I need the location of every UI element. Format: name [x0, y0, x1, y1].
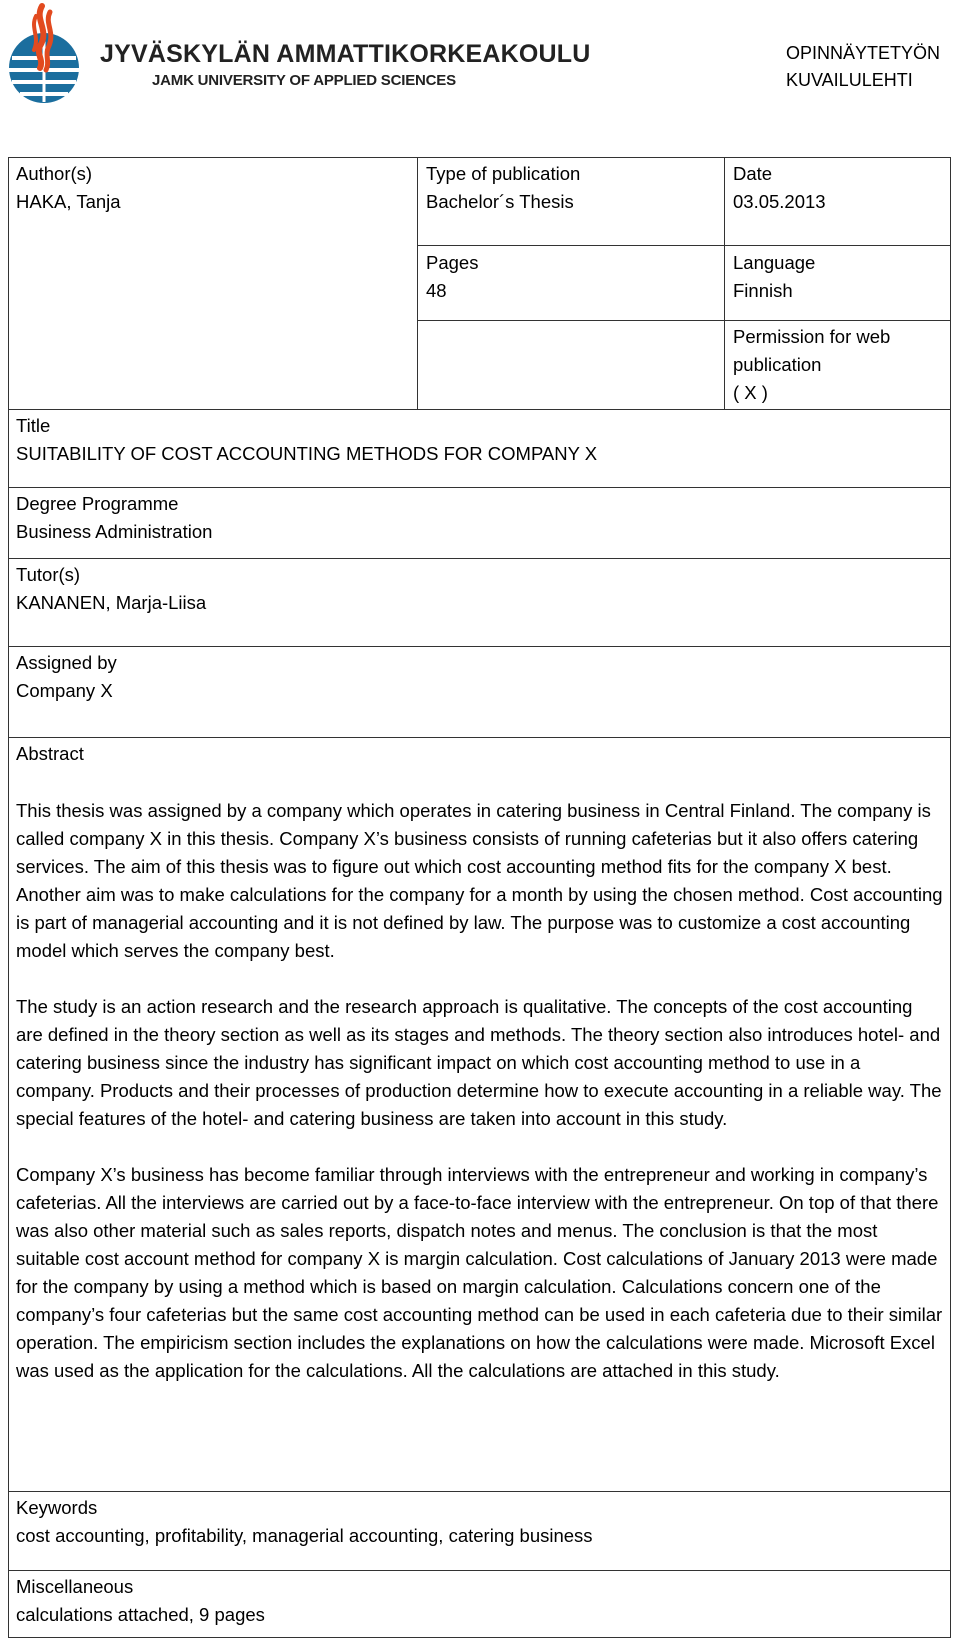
abstract-paragraph: The study is an action research and the research approach is qualitative. The concepts of the cost accounting are defined in the theory section as well as its stages and methods. The theory section also introduces hotel- and catering business since the industry has significant impact on which cost accounting method to use in a company. Products and their processes of production determine how to execute accounting in a reliable way. The special features of the hotel- and catering business are taken into account in this study. — [16, 996, 942, 1129]
permission-cell — [733, 323, 890, 407]
keywords-value: cost accounting, profitability, managerial accounting, catering business — [16, 1525, 593, 1546]
divider-tutor-top — [8, 558, 951, 559]
divider-misc-top — [8, 1570, 951, 1571]
title-label: Title — [16, 415, 51, 436]
divider-title-top — [8, 409, 951, 410]
page-header — [0, 0, 960, 150]
degree-value: Business Administration — [16, 521, 213, 542]
assigned-cell — [16, 649, 117, 705]
miscellaneous-label: Miscellaneous — [16, 1576, 134, 1597]
divider-col-2 — [724, 157, 725, 409]
abstract-body — [16, 797, 944, 1413]
divider-col-1 — [417, 157, 418, 409]
miscellaneous-cell — [16, 1573, 265, 1629]
publication-type-label: Type of publication — [426, 163, 581, 184]
divider-pages-bottom — [417, 320, 951, 321]
permission-value: ( X ) — [733, 382, 768, 403]
permission-label-line-2: publication — [733, 354, 822, 375]
assigned-value: Company X — [16, 680, 113, 701]
logo-text-finnish: JYVÄSKYLÄN AMMATTIKORKEAKOULU — [100, 40, 591, 68]
language-label: Language — [733, 252, 816, 273]
form-border-right — [950, 157, 951, 1638]
title-cell — [16, 412, 597, 468]
publication-type-value: Bachelor´s Thesis — [426, 191, 574, 212]
pages-value: 48 — [426, 280, 447, 301]
document-type — [786, 40, 956, 94]
form-border-left — [8, 157, 9, 1638]
keywords-cell — [16, 1494, 593, 1550]
logo-text-english: JAMK UNIVERSITY OF APPLIED SCIENCES — [152, 72, 456, 89]
language-cell — [733, 249, 815, 305]
author-cell — [16, 160, 121, 216]
document-type-line-1: OPINNÄYTETYÖN — [786, 43, 941, 63]
abstract-paragraph: Company X’s business has become familiar through interviews with the entrepreneur and working in company’s cafeterias. All the interviews are carried out by a face-to-face interview with the entrepreneur. On top of that there was also other material such as sales reports, dispatch notes and menus. The conclusion is that the most suitable cost account method for company X is margin calculation. Cost calculations of January 2013 were made for the company by using a method which is based on margin calculation. Calculations concern one of the company’s four cafeterias but the same cost accounting method can be used in each cafeteria due to their similar operation. The empiricism section includes the explanations on how the calculations were made. Microsoft Excel was used as the application for the calculations. All the calculations are attached in this study. — [16, 1164, 943, 1381]
language-value: Finnish — [733, 280, 793, 301]
jamk-logo-icon — [6, 2, 90, 106]
tutor-value: KANANEN, Marja-Liisa — [16, 592, 207, 613]
abstract-paragraph: This thesis was assigned by a company which operates in catering business in Central Finland. The company is called company X in this thesis. Company X’s business consists of running cafeterias but it also offers catering services. The aim of this thesis was to figure out which cost accounting method fits for the company X best. Another aim was to make calculations for the company for a month by using the chosen method. Cost accounting is part of managerial accounting and it is not defined by law. The purpose was to customize a cost accounting model which serves the company best. — [16, 800, 943, 961]
divider-pages-top — [417, 245, 951, 246]
author-label: Author(s) — [16, 163, 93, 184]
document-type-line-2: KUVAILULEHTI — [786, 70, 913, 90]
miscellaneous-value: calculations attached, 9 pages — [16, 1604, 265, 1625]
description-form — [8, 157, 951, 1638]
date-cell — [733, 160, 826, 216]
form-border-bottom — [8, 1637, 951, 1638]
divider-degree-top — [8, 487, 951, 488]
pages-label: Pages — [426, 252, 479, 273]
tutor-label: Tutor(s) — [16, 564, 81, 585]
divider-keywords-top — [8, 1491, 951, 1492]
divider-abstract-top — [8, 737, 951, 738]
tutor-cell — [16, 561, 206, 617]
divider-assigned-top — [8, 646, 951, 647]
degree-cell — [16, 490, 212, 546]
date-value: 03.05.2013 — [733, 191, 826, 212]
title-value: SUITABILITY OF COST ACCOUNTING METHODS FOR COMPANY X — [16, 443, 598, 464]
form-border-top — [8, 157, 951, 158]
permission-label-line-1: Permission for web — [733, 326, 891, 347]
degree-label: Degree Programme — [16, 493, 179, 514]
pages-cell — [426, 249, 478, 305]
abstract-label: Abstract — [16, 743, 84, 764]
keywords-label: Keywords — [16, 1497, 98, 1518]
assigned-label: Assigned by — [16, 652, 117, 673]
publication-type-cell — [426, 160, 580, 216]
date-label: Date — [733, 163, 773, 184]
author-value: HAKA, Tanja — [16, 191, 121, 212]
